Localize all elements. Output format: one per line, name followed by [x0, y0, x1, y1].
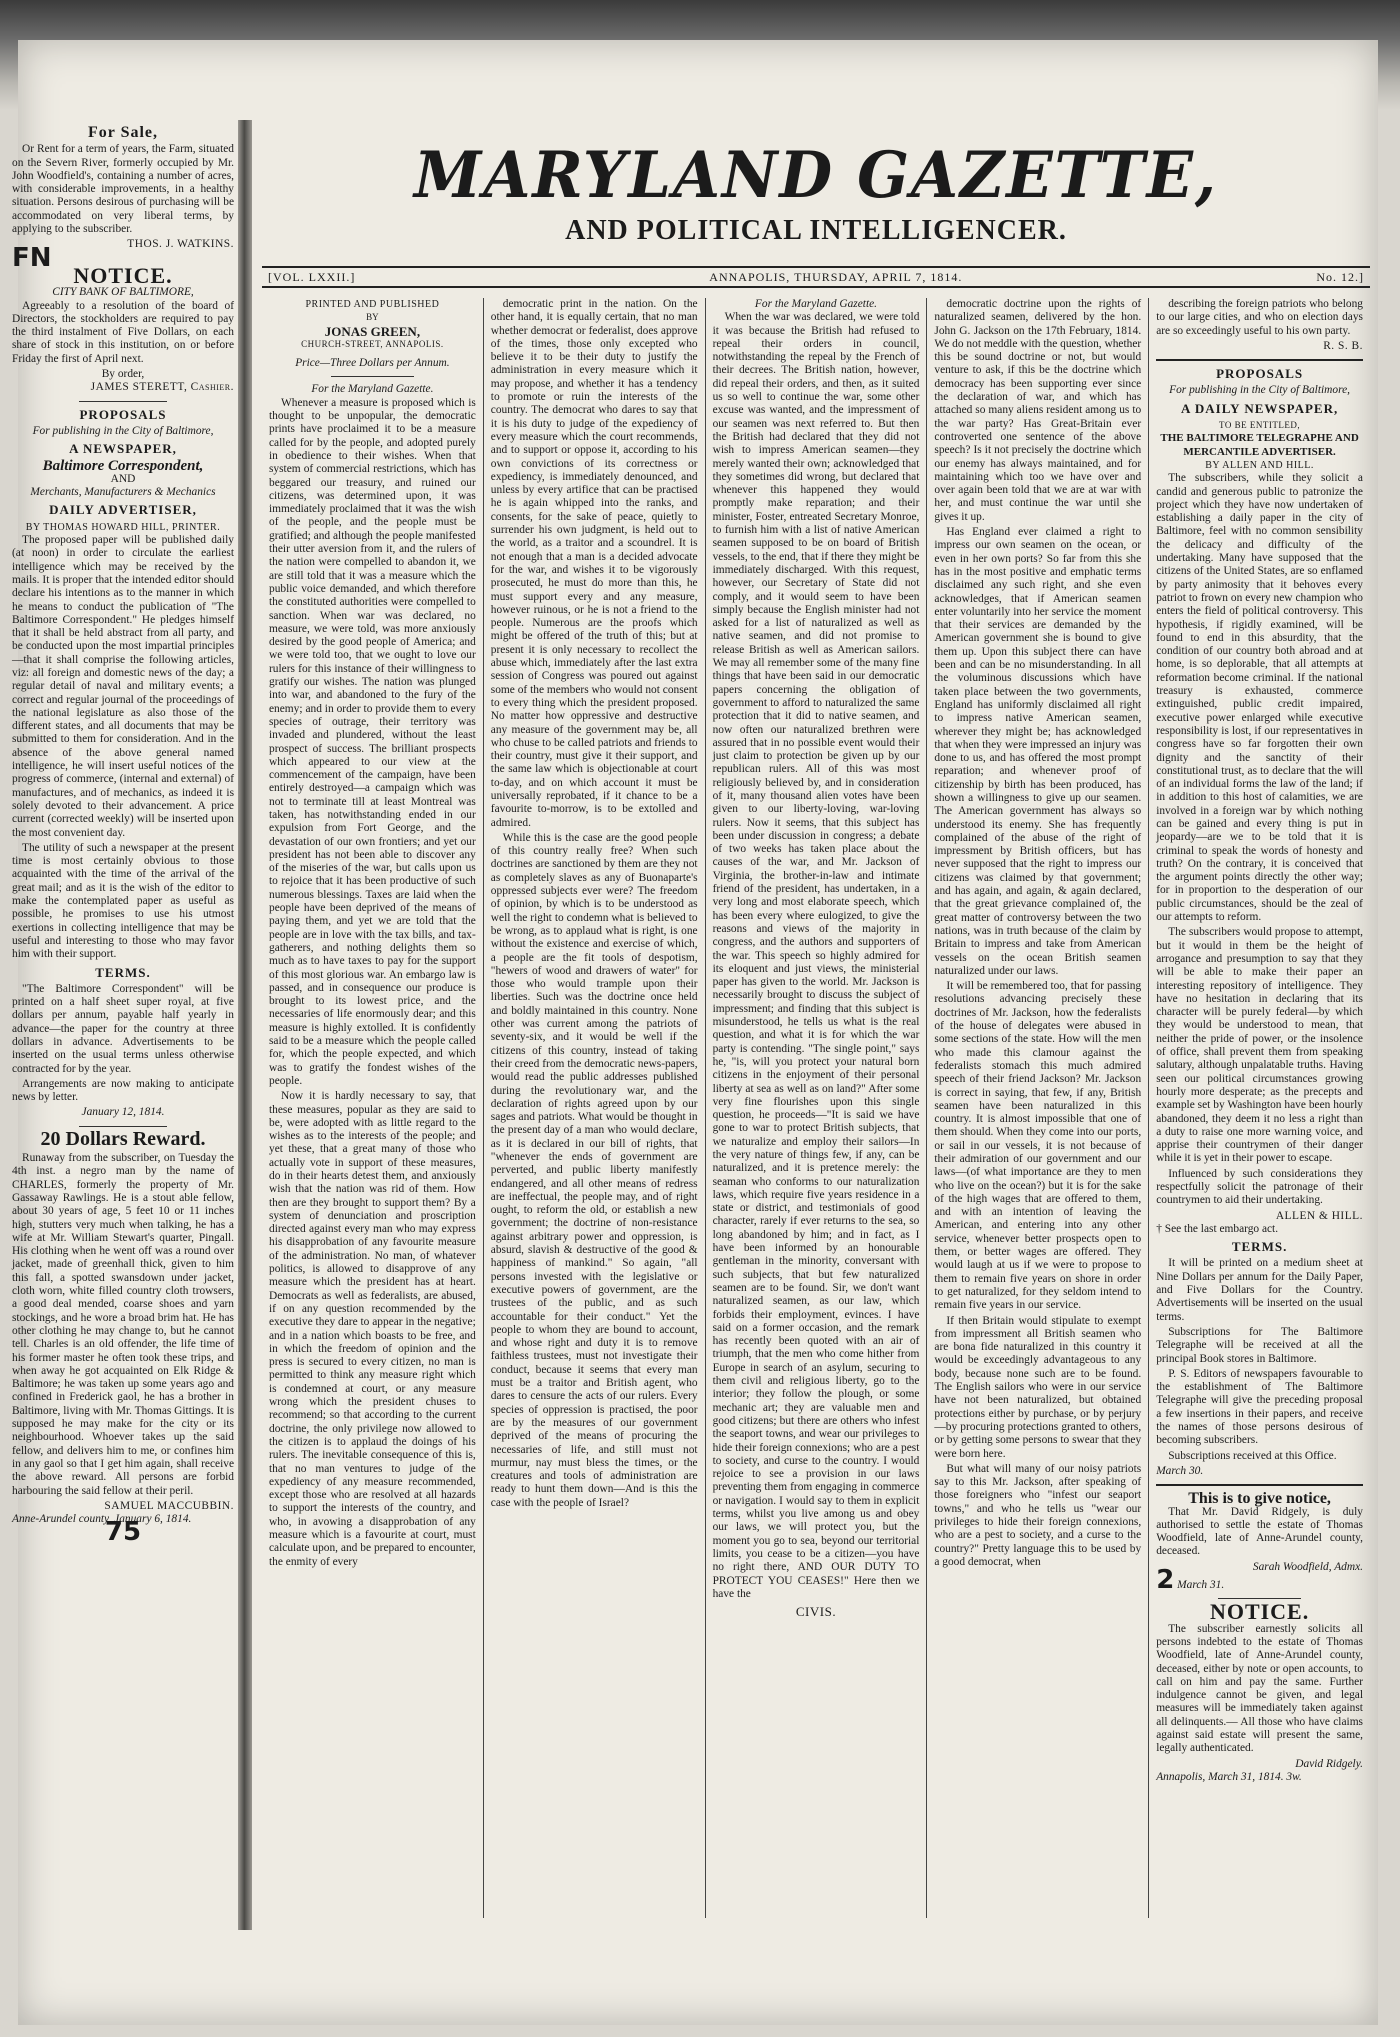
article-paragraph: Has England ever claimed a right to impress our own seamen on the ocean, or even in her own ports? So far from this she has in the most positive and emphatic terms disclaimed any such right, and she even acknowledges, that if American seamen enter voluntarily into her service the moment that their services are demanded by the American government she is bound to give them up. Upon this subject there can have been and can be no misunderstanding. In all the voluminous discussions which have taken place between the two governments, England has uniformly disclaimed all right to impress native American seamen, wherever they might be; has acknowledged that when they were impressed an injury was done to us, and has offered the most prompt reparation; and whenever proof of citizenship by birth has been produced, has shown a willingness to give up our seamen. The American government has always so understood its enemy. She has frequently complained of the abuse of the right of impressment by British officers, but has never supposed that the right to impress our citizens was claimed by that government; and has again, and again, & again declared, that the great grievance complained of, the great matter of controversy between the two nations, was in truth because of the claim by Britain to impress and take from American vessels on the ocean British seamen naturalized under our laws. — [934, 526, 1142, 977]
subscription-price: Price—Three Dollars per Annum. — [295, 357, 450, 370]
by-line: BY ALLEN AND HILL. — [1205, 459, 1314, 471]
binding-gutter — [238, 120, 252, 1930]
masthead — [252, 138, 1380, 247]
body-paragraph-1: The proposed paper will be published daily (at noon) in order to circulate the earliest intelligence which may be received by the mails. It is proper that the intended editor should declare his intentions as to the manner in which he means to conduct the publication of "The Baltimore Correspondent." He pledges himself that it shall be held abstract from all party, and be conducted upon the most impartial principles—that it shall comprise the following articles, viz: all foreign and domestic news of the day; a regular detail of naval and military events; a correct and regular journal of the proceedings of the national legislature as also those of the different states, and all documents that may be submitted to them for consideration. And in the absence of the above general named intelligence, he will insert useful notices of the progress of commerce, (internal and external) of manufactures, and of mechanics, as indeed it is solely devoted to their advancement. A price current (corrected weekly) will be inserted upon the most convenient day. — [12, 534, 234, 839]
column-2 — [484, 298, 706, 1918]
handwritten-mark: FN — [12, 242, 52, 273]
for-sale-text: Or Rent for a term of years, the Farm, situated on the Severn River, formerly occupied by Mr. John Woodfield's, containing a number of acres, with considerable improvements, in a healthy situation. Persons desirous of purchasing will be accommodated on very liberal terms, by applying to the subscriber. — [12, 143, 234, 236]
daily-advertiser: DAILY ADVERTISER, — [49, 502, 197, 518]
terms-heading: TERMS. — [1231, 1239, 1288, 1255]
article-initials: R. S. B. — [1323, 339, 1363, 352]
newspaper-heading: A NEWSPAPER, — [69, 441, 177, 457]
proposals-for: For publishing in the City of Baltimore, — [32, 424, 214, 437]
proposal-signature: ALLEN & HILL. — [1275, 1209, 1363, 1222]
received-text: Subscriptions received at this Office. — [1168, 1449, 1337, 1462]
paper-name: Baltimore Correspondent, — [42, 457, 204, 474]
footnote: † See the last embargo act. — [1156, 1222, 1279, 1235]
telegraphe-name: THE BALTIMORE TELEGRAPHE AND MERCANTILE ADVERTISER. — [1160, 432, 1359, 458]
article-paragraph: Whenever a measure is proposed which is thought to be unpopular, the democratic prints have proclaimed it to be a measure called for by the people, and adopted purely in obedience to their wishes. When that system of commercial restrictions, which has beggared our treasury, and ruined our citizens, was determined upon, it was immediately proclaimed that it was the wish of the people, and the people must be gratified; and although the people manifested their utter aversion from it, and the rulers of the nation were compelled to abandon it, we are still told that it was a measure which the public voice demanded, and which therefore the constituted authorities were compelled to sanction. When war was declared, no measure, we were told, was more anxiously desired by the good people of America; and we were told too, that we ought to love our rulers for this instance of their willingness to gratify our wishes. The nation was plunged into war, and abandoned to the fury of the enemy; and in order to provide them to every species of outrage, their territory was invaded and plundered, without the least prospect of success. The brilliant prospects which appeared to our view at the commencement of the campaign, have been entirely destroyed—a campaign which was not to terminate till at least Montreal was taken, has notwithstanding ended in our expulsion from Fort George, and the devastation of our own frontiers; and yet our president has not been able to discover any of the miseries of the war, but calls upon us to rejoice that it has been productive of such numerous blessings. Taxes are laid when the people have been deprived of the means of paying them, and yet we are told that the people are in love with the tax bills, and tax-gatherers, and nothing delights them so much as to have taxes to pay for the support of this most glorious war. An embargo law is passed, and in consequence our produce is brought to its lowest price, and the necessaries of life enormously dear; and this measure is highly extolled. It is confidently said to be a measure which the people called for, which the people expected, and which was to gratify the fondest wishes of the people. — [269, 396, 476, 1087]
volume-number: [VOL. LXXII.] — [268, 269, 356, 284]
proposal-paragraph: Influenced by such considerations they respectfully solicit the patronage of their countrymen to aid their undertaking. — [1156, 1167, 1363, 1207]
give-notice-text: That Mr. David Ridgely, is duly authorised to settle the estate of Thomas Woodfield, late of Anne-Arundel county, deceased. — [1156, 1505, 1363, 1558]
for-gazette-heading: For the Maryland Gazette. — [311, 383, 434, 396]
dateline-bar — [262, 266, 1370, 288]
notice-signature: David Ridgely. — [1295, 1757, 1363, 1770]
notice-location: Annapolis, March 31, 1814. 3w. — [1156, 1770, 1302, 1783]
divider — [1156, 1484, 1363, 1486]
article-signature: CIVIS. — [795, 1604, 837, 1620]
article-paragraph: While this is the case are the good people of this country really free? When such doctrines are sanctioned by them are they not as completely slaves as any of Buonaparte's oppressed subjects ever were? The freedom of opinion, by which is to be understood as well the right to condemn what is believed to be wrong, as to applaud what is right, is one without the existence and exercise of which, a people are the fit tools of despotism, "hewers of wood and drawers of water" for those who would trample upon their liberties. Such was the doctrine once held and boldly maintained in this country. None other was current among the patriots of seventy-six, and it would be well if the citizens of this country, instead of taking their creed from the democratic news-papers, would read the public addresses published during the revolutionary war, and the declaration of rights agreed upon by our sages and patriots. What would be thought in the present day of a man who would declare, as it is declared in our bill of rights, that "whenever the ends of government are perverted, and public liberty manifestly endangered, and all other means of redress are ineffectual, the people may, and of right ought, to reform the old, or establish a new government; the doctrine of non-resistance against arbitrary power and oppression, is absurd, slavish & destructive of the good & happiness of mankind." So again, "all persons invested with the legislative or executive powers of government, are the trustees of the public, and as such accountable for their conduct." Yet the people to whom they are bound to account, and whose right and duty it is to remove faithless trustees, must not investigate their conduct, because it seems that every man must be a traitor and British agent, who dares to censure the acts of our rulers. Every species of oppression is practised, the poor are by the measures of our government deprived of the means of procuring the necessaries of life, and still must not murmur, nay must bless the times, or the creatures and tools of administration are ready to hunt them down—And is this the case with the people of Israel? — [490, 831, 698, 1509]
adjacent-page-strip — [0, 120, 240, 1920]
notice-text: The subscriber earnestly solicits all persons indebted to the estate of Thomas Woodfield, late of Anne-Arundel county, deceased, either by note or open accounts, to call on him and pay the same. Further indulgence cannot be given, and legal measures will be immediately taken against all delinquents.— All those who have claims against said estate will present the same, legally authenticated. — [1156, 1622, 1363, 1755]
for-sale-signature: THOS. J. WATKINS. — [127, 238, 234, 251]
article-paragraph: Now it is hardly necessary to say, that these measures, popular as they are said to be, were adopted with as little regard to the wishes as to the interests of the people; and yet these, that a great many of those who actually vote in support of these measures, do in their hearts detest them, and anxiously wish that the nation was rid of them. How then are they brought to support them? By a system of denunciation and proscription directed against every man who may express his disapprobation of any favourite measure of the administration. No man, of whatever politics, is allowed to disapprove of any measure which the president has at heart. Democrats as well as federalists, are abused, if on any question recommended by the executive they dare to appear in the negative; and in a nation which boasts to be free, and in which the freedom of opinion and the press is secured to every citizen, no man is permitted to think any measure right which is condemned at court, or any measure wrong which the president chuses to recommend; so that according to the current doctrine, the only privilege now allowed to the citizen is to applaud the doings of his rulers. The inevitable consequence of this is, that no man ventures to judge of the expediency of any measure recommended, except those who are resolved at all hazards to support the interests of the country, and who, in avowing a disapprobation of any measure which is a favourite at court, must calculate upon, and be prepared to encounter, the enmity of every — [269, 1090, 476, 1568]
notice-subheading: CITY BANK OF BALTIMORE, — [52, 286, 194, 299]
main-page — [252, 118, 1380, 1928]
masthead-title: MARYLAND GAZETTE, — [414, 138, 1218, 213]
reward-text: Runaway from the subscriber, on Tuesday the 4th inst. a negro man by the name of CHARLES, formerly the property of Mr. Gassaway Rawlings. He is a stout able fellow, about 30 years of age, 5 feet 10 or 11 inches high, stutters very much when talking, he has a wife at Mr. William Stewart's quarter, Pingall. His clothing when he went off was a round over jacket, made of greenhall thick, given to him this fall, a spotted swansdown under jacket, cloth worn, white filled country cloth trowsers, a good deal mended, coarse shoes and yarn stockings, and he wore a broad brim hat. He has other clothing he may change to, but he cannot tell. Charles is an old offender, the life time of his former master he often took these trips, and when away he got acquainted on Elk Ridge & Baltimore; he was taken up some years ago and confined in Frederick gaol, he has a brother in Baltimore, living with Mr. Thomas Gittings. It is supposed he may make for the city or its neighbourhood. Whoever takes up the said fellow, and delivers him to me, or confines him in any gaol so that I get him again, shall receive the above reward. All persons are forbid harbouring the said fellow at their peril. — [12, 1152, 234, 1497]
handwritten-number: 2 — [1156, 1565, 1175, 1596]
article-paragraph: democratic print in the nation. On the other hand, it is equally certain, that no man whether democrat or federalist, does approve of the times, those only excepted who believe it to be their duty to justify the administration in every measure which it may propose, and whether it has a tendency to promote or ruin the interests of the country. The democrat who dares to say that it is his duty to judge of the expediency of every measure which the court recommends, and to support or oppose it, according to his own convictions of its correctness or expediency, is immediately denounced, and unless by every artifice that can be practised he is again whipped into the ranks, and consents, for the sake of peace, quietly to surrender his own judgment, is held out to the world, as a traitor and a scoundrel. It is not enough that a man is a decided advocate for the war, and wishes it to be vigorously prosecuted, he must do more than this, he must support every and any measure, however ruinous, or he is not a friend to the people. Numerous are the proofs which might be offered of the truth of this; but at present it is only necessary to recollect the abuse which, immediately after the last extra session of Congress was poured out against some of the members who would not consent to every thing which the president proposed. No matter how oppressive and destructive any measure of the government may be, all who chuse to be called patriots and friends to their country, must give it their support, and the same law which is objectionable at court to-day, and on which account it must be universally reprobated, if it chance to be a favourite to-morrow, is to be extolled and admired. — [490, 298, 698, 829]
ps-text: P. S. Editors of newspapers favourable to the establishment of The Baltimore Telegraphe will give the preceding proposal a few insertions in their papers, and receive the names of those persons desirous of becoming subscribers. — [1156, 1367, 1363, 1447]
notice-text: Agreeably to a resolution of the board of Directors, the stockholders are required to pay the third instalment of Five Dollars, on each share of stock in this institution, on or before Friday the first of April next. — [12, 299, 234, 365]
proposals-for: For publishing in the City of Baltimore, — [1169, 384, 1351, 397]
article-paragraph: It will be remembered too, that for passing resolutions advancing precisely these doctrines of Mr. Jackson, how the federalists of the house of delegates were abused in some sections of the state. How will the men who made this clamour against the federalists stomach this much admired speech of their friend Jackson? Mr. Jackson is correct in saying, that few, if any, British seamen have been naturalized in this country. It is almost impossible that one of them should. When they come into our ports, or sail in our vessels, it is not because of their admiration of our government and our laws—(of what importance are they to men who live on the ocean?) but it is for the sake of the high wages that are offered to them, and with an intention of leaving the American, and entering into any other service, whenever better prospects open to them, or better wages are offered. They would laugh at us if we were to propose to them to remain five years on shore in order to get naturalized, for they seldom intend to remain five years in our service. — [934, 980, 1142, 1312]
give-notice-date: March 31. — [1177, 1579, 1225, 1592]
for-gazette-heading: For the Maryland Gazette. — [754, 298, 878, 310]
received-date: March 30. — [1156, 1464, 1204, 1477]
paper-name-2: Merchants, Manufacturers & Mechanics — [30, 486, 216, 499]
reward-signature: SAMUEL MACCUBBIN. — [104, 1499, 234, 1512]
notice-by-order: By order, — [101, 368, 145, 381]
by-line: BY THOMAS HOWARD HILL, PRINTER. — [25, 521, 221, 533]
proposal-paragraph: The subscribers would propose to attempt, but it would in them be the height of arrogance and presumption to say that they will be able to make their paper an interesting repository of intelligence. They have no hesitation in declaring that its character will be purely federal—by which they would be understood to mean, that neither the pride of power, or the insolence of office, shall prevent them from speaking salutary, although unpalatable truths. Having seen our political circumstances growing hourly more desperate; as the precepts and example set by Washington have been hourly abandoned, they deem it no less a right than a duty to raise one more warning voice, and apprise their countrymen of their danger while it is yet in their power to escape. — [1156, 926, 1363, 1165]
for-sale-heading: For Sale, — [87, 124, 159, 141]
divider — [79, 1126, 168, 1127]
article-paragraph: If then Britain would stipulate to exempt from impressment all British seamen who are bona fide naturalized in this country it would be exceedingly advantageous to any body, because none such are to be found. The English sailors who were in our service have not been naturalized, but obtained protections either by purchase, or by perjury—by procuring protections granted to others, or by getting some persons to swear that they were born here. — [934, 1314, 1142, 1460]
proposals-heading: PROPOSALS — [1216, 366, 1304, 382]
article-paragraph: When the war was declared, we were told it was because the British had refused to repeal their orders in council, notwithstanding the repeal by the French of their decrees. The British nation, however, did repeal their orders, and then, as it suited us so well to continue the war, some other excuse was wanted, and the impressment of our seamen was next referred to. But then the British had declared that they did not wish to impress American seamen—they merely wanted their own; acknowledged that they sometimes did wrong, but declared that whenever this happened they would promptly make reparation; and their minister, Foster, entreated Secretary Monroe, to furnish him with a list of native American seamen supposed to be on board of British vessels, to the end, that if there they might be immediately discharged. With this request, however, our Secretary of State did not comply, and it would seem to have been simply because the English minister had not asked for a list of naturalized as well as native seamen, and did not promise to release British as well as American sailors. We may all remember some of the many fine things that have been said in our democratic papers concerning the obligation of government to afford to naturalized the same protection that it did to native seamen, and now often our naturalized brethren were assured that in no possible event would their just claim to protection be given up by our republican rulers. All of this was most religiously believed by, and in consideration of it, many thousand alien votes have been given to our liberty-loving, war-loving rulers. Now it seems, that this subject has been under discussion in congress; a debate of two weeks has taken place about the causes of the war, and Mr. Jackson of Virginia, the brother-in-law and intimate friend of the president, has undertaken, in a very long and most elaborate speech, which has been every where eulogized, to give the reasons and views of the majority in congress, and the authors and supporters of the war. This speech so highly admired for its eloquent and just views, the ministerial paper has given to the world. Mr. Jackson is necessarily brought to discuss the subject of impressment; and finding that this subject is misunderstood, he tells us what is the real question, and what it is for which the war party is contending. "The single point," says he, "is, will you protect your natural born citizens in the enjoyment of their personal liberty at sea as well as on land?" After some very fine flourishes upon this single question, he proceeds—"It is said we have gone to war to protect British subjects, that we naturalize and employ their sailors—In the very nature of things few, if any, can be naturalized, and it is pretence merely: the seaman who conforms to our naturalization laws, which require five years residence in a state or district, and testimonials of good character, rarely if ever returns to the sea, so long abandoned by him; and in fact, as I have been informed by an honourable gentleman in the minority, conversant with such subjects, that but few naturalized seamen are to be found. Sir, we don't want naturalized seamen, as our law, which forbids their employment, evinces. I have said on a former occasion, and the remark has recently been quoted with an air of triumph, that the men who come hither from Europe in search of an asylum, securing to them civil and religious liberty, go to the interior; they follow the plough, or some mechanic art; they are valuable men and good citizens; but there are others who infest the seaport towns, and wear our privileges to hide their foreign connexions; who are a pest to society, and curse to the country. I would rejoice to see a provision in our laws preventing them from engaging in commerce or navigation. I would say to them in explicit terms, whilst you live among us and obey our laws, we will protect you, but the moment you go to sea, beyond our territorial limits, you cease to be a citizen—you have no right there, AND OUR DUTY TO PROTECT YOU CEASES!" Here then we have the — [712, 311, 920, 1600]
by-text: BY — [366, 312, 379, 323]
place-and-date: ANNAPOLIS, THURSDAY, APRIL 7, 1814. — [709, 269, 963, 284]
divider — [331, 376, 414, 377]
arrangements-date: January 12, 1814. — [81, 1106, 165, 1119]
handwritten-number: 75 — [104, 1517, 142, 1548]
arrangements-text: Arrangements are now making to anticipate news by letter. — [12, 1077, 234, 1104]
notice-heading: NOTICE. — [1209, 1599, 1310, 1625]
give-notice-signature: Sarah Woodfield, Admx. — [1252, 1560, 1363, 1573]
terms-text: It will be printed on a medium sheet at Nine Dollars per annum for the Daily Paper, and Five Dollars for the Country. Advertisements will be inserted on the usual terms. — [1156, 1257, 1363, 1323]
reward-location: Anne-Arundel county, January 6, 1814. — [12, 1513, 192, 1526]
strip-column — [12, 120, 234, 1548]
issue-number: No. 12.] — [1316, 269, 1364, 284]
masthead-subtitle: AND POLITICAL INTELLIGENCER. — [565, 215, 1067, 246]
printer-address: CHURCH-STREET, ANNAPOLIS. — [301, 338, 444, 349]
proposal-paragraph: The subscribers, while they solicit a candid and generous public to patronize the project which they have now undertaken of establishing a daily paper in the city of Baltimore, feel with no common sensibility the delicacy and difficulty of the undertaking. Many have supposed that the citizens of the United States, are so enflamed by party animosity that it behoves every patriot to frown on every new champion who enters the field of political controversy. This hypothesis, if rigidly examined, will be found to end in this absurdity, that the condition of our country both abroad and at home, is so deplorable, that all attempts at reformation become criminal. If the national treasury is exhausted, commerce extinguished, public credit impaired, executive power enlarged while executive responsibility is lost, if our representatives in congress have so far forgotten their own dignity and the sanctity of their constitutional trust, as to declare that the will of an individual forms the law of the land; if in addition to this host of calamities, we are involved in a foreign war by which nothing can be gained and every thing is put in jeopardy—are we to be told that it is criminal to speak the words of honesty and truth? On the contrary, it is conceived that the argument points directly the other way; for in proportion to the desperation of our public circumstances, should be the zeal of our attempts to reform. — [1156, 472, 1363, 924]
article-columns — [262, 298, 1370, 1918]
give-notice-heading: This is to give notice, — [1188, 1490, 1331, 1508]
article-paragraph: But what will many of our noisy patriots say to this Mr. Jackson, after speaking of those foreigners who "infest our seaport towns," and who he tells us "wear our privileges to hide their foreign connexions, who are a pest to society, and a curse to the country?" Pretty language this to be used by a good democrat, when — [934, 1462, 1142, 1568]
terms-heading: TERMS. — [95, 964, 151, 980]
column-4 — [927, 298, 1149, 1918]
to-be-entitled: TO BE ENTITLED, — [1219, 420, 1301, 431]
column-3 — [706, 298, 928, 1918]
daily-newspaper-heading: A DAILY NEWSPAPER, — [1180, 400, 1339, 416]
subscriptions-text: Subscriptions for The Baltimore Telegraphe will be received at all the principal Book stores in Baltimore. — [1156, 1325, 1363, 1365]
article-paragraph: describing the foreign patriots who belong to our large cities, and who on election days are so exceedingly useful to his own party. — [1156, 298, 1363, 337]
divider — [79, 401, 168, 402]
notice-heading: NOTICE. — [73, 262, 173, 288]
body-paragraph-2: The utility of such a newspaper at the present time is most certainly obvious to those acquainted with the time of the arrival of the great mail; and as it is the wish of the editor to make the contemplated paper as useful as possible, he promises to use his utmost exertions in collecting intelligence that may be useful and interesting to those who may favor him with their support. — [12, 841, 234, 961]
terms-text: "The Baltimore Correspondent" will be printed on a half sheet super royal, at five dollars per annum, payable half yearly in advance—the paper for the country at three dollars in advance. Advertisements to be inserted on the usual terms unless otherwise contracted for by the year. — [12, 982, 234, 1075]
reward-heading: 20 Dollars Reward. — [40, 1127, 206, 1150]
column-1 — [262, 298, 484, 1918]
proposals-heading: PROPOSALS — [79, 406, 167, 422]
column-5 — [1149, 298, 1370, 1918]
paper-and: AND — [110, 472, 136, 485]
notice-signature: JAMES STERETT, Cashier. — [90, 381, 234, 394]
divider — [1156, 359, 1363, 361]
printed-by: PRINTED AND PUBLISHED — [305, 299, 440, 310]
article-paragraph: democratic doctrine upon the rights of naturalized seamen, delivered by the hon. John G. Jackson on the 17th February, 1814. We do not meddle with the question, whether this be sound doctrine or not, but would venture to ask, if this be the doctrine which democracy has been supporting ever since the declaration of war, and which has attached so many aliens resident among us to the war party? Has Great-Britain ever controverted one sentence of the above speech? Is it not precisely the doctrine which our enemy has always maintained, and for maintaining which too we have over and over again been told that we are at war with her, and must continue the war until she gives it up. — [934, 298, 1142, 523]
printer-name: JONAS GREEN, — [324, 323, 421, 339]
